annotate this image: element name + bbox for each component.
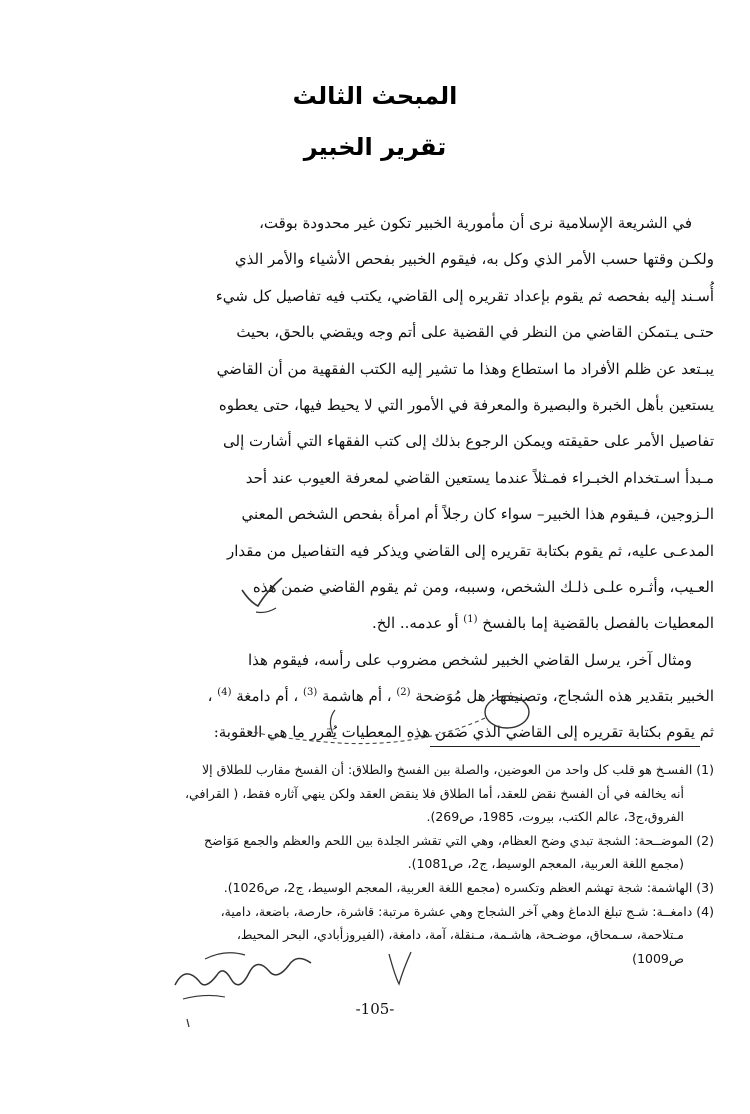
body-line: ولكـن وقتها حسب الأمر الذي وكل به، فيقوم الخبير بفحص الأشياء والأمر الذي	[234, 250, 714, 269]
footnote-line: ص1009)	[632, 950, 684, 966]
handwritten-tick	[385, 950, 415, 990]
footnote-ref-3: (3)	[303, 687, 318, 699]
body-fragment: المعطيات بالفصل بالقضية إما بالفسخ	[482, 614, 714, 633]
body-line: تفاصيل الأمر على حقيقته ويمكن الرجوع بذلك إلى كتب الفقهاء التي أشارت إلى	[223, 432, 714, 451]
body-line: يستعين بأهل الخبرة والبصيرة والمعرفة في الأمور التي لا يحيط فيها، حتى يعطوه	[218, 395, 714, 414]
body-line	[94, 605, 714, 641]
body-fragment: ، أم هاشمة	[322, 687, 392, 706]
footnote-ref-4: (4)	[217, 687, 232, 699]
footnote-line: (1) الفسـخ هو قلب كل واحد من العوضين، والصلة بين الفسخ والطلاق: أن الفسخ مقارب للطلاق إلا	[202, 762, 714, 777]
body-line: في الشريعة الإسلامية نرى أن مأمورية الخبير تكون غير محدودة بوقت،	[259, 214, 692, 232]
body-line: العـيب، وأثـره علـى ذلـك الشخص، وسببه، ومن ثم يقوم القاضي ضمن هذه	[252, 577, 714, 596]
page-number: -105-	[355, 1000, 395, 1018]
body-line: يبـتعد عن ظلم الأفراد ما استطاع وهذا ما تشير إليه الكتب الفقهية من أن القاضي	[216, 359, 714, 378]
footnote-line: (2) الموضــحة: الشجة تبدي وضح العظام، وهي التي تقشر الجلدة بين اللحم والعظم والجمع مَوَاضح	[204, 832, 714, 848]
footnote-ref-1: (1)	[463, 614, 478, 626]
main-body	[94, 205, 714, 751]
footnote-line: أنه يخالفه في أن الفسخ نقض للعقد، أما الطلاق فلا ينقض العقد ولكن ينهي آثاره فقط، ( القرافي،	[185, 785, 684, 801]
body-line: حتـى يـتمكن القاضي من النظر في القضية على أتم وجه ويقضي بالحق، بحيث	[236, 323, 714, 342]
body-fragment: أو عدمه.. الخ.	[371, 614, 459, 633]
body-line: الـزوجين، فـيقوم هذا الخبير– سواء كان رجلاً أم امرأة بفحص الشخص المعني	[241, 505, 714, 524]
section-subtitle: تقرير الخبير	[303, 133, 447, 161]
body-line: أُسـند إليه بفحصه ثم يقوم بإعداد تقريره إلى القاضي، يكتب فيه تفاصيل كل شيء	[215, 286, 714, 305]
footnote-line: الفروق،ج3، عالم الكتب، بيروت، 1985، ص269).	[426, 809, 684, 825]
body-line: ومثال آخر، يرسل القاضي الخبير لشخص مضروب على رأسه، فيقوم هذا	[247, 650, 692, 669]
body-line: ثم يقوم بكتابة تقريره إلى القاضي الذي ضمن هذه المعطيات يُقرر ما هي العقوبة:	[213, 723, 714, 742]
handwritten-check-mark	[236, 572, 296, 622]
footnote-line: (4) دامغــة: شـج تبلغ الدماغ وهي آخر الشجاج وهي عشرة مرتبة: قاشرة، حارصة، باضعة، دامية،	[220, 903, 714, 919]
body-fragment: ، أم دامغة	[236, 687, 299, 706]
body-fragment: ،	[207, 687, 213, 706]
section-title: المبحث الثالث	[292, 82, 458, 110]
body-fragment: الخبير بتقدير هذه الشجاج، وتصنيفها: هل مُوَضحة	[415, 687, 714, 706]
body-line: مـبدأ اسـتخدام الخبـراء فمـثلاً عندما يستعين القاضي لمعرفة العيوب عند أحد	[245, 468, 714, 487]
footnote-line: (مجمع اللغة العربية، المعجم الوسيط، ج2، ص1081).	[407, 856, 684, 872]
footnote-ref-2: (2)	[396, 687, 411, 699]
footnote-line: (3) الهاشمة: شجة تهشم العظم وتكسره (مجمع اللغة العربية، المعجم الوسيط، ج2، ص1026).	[223, 879, 714, 895]
body-line: المدعـى عليه، ثم يقوم بكتابة تقريره إلى القاضي ويذكر فيه التفاصيل من مقدار	[227, 541, 714, 560]
handwritten-circle-annotation	[215, 690, 535, 760]
footnote-line: مـتلاحمة، سـمحاق، موضـحة، هاشـمة، مـنقلة، آمة، دامغة، (الفيروزأبادي، البحر المحيط،	[236, 927, 684, 943]
